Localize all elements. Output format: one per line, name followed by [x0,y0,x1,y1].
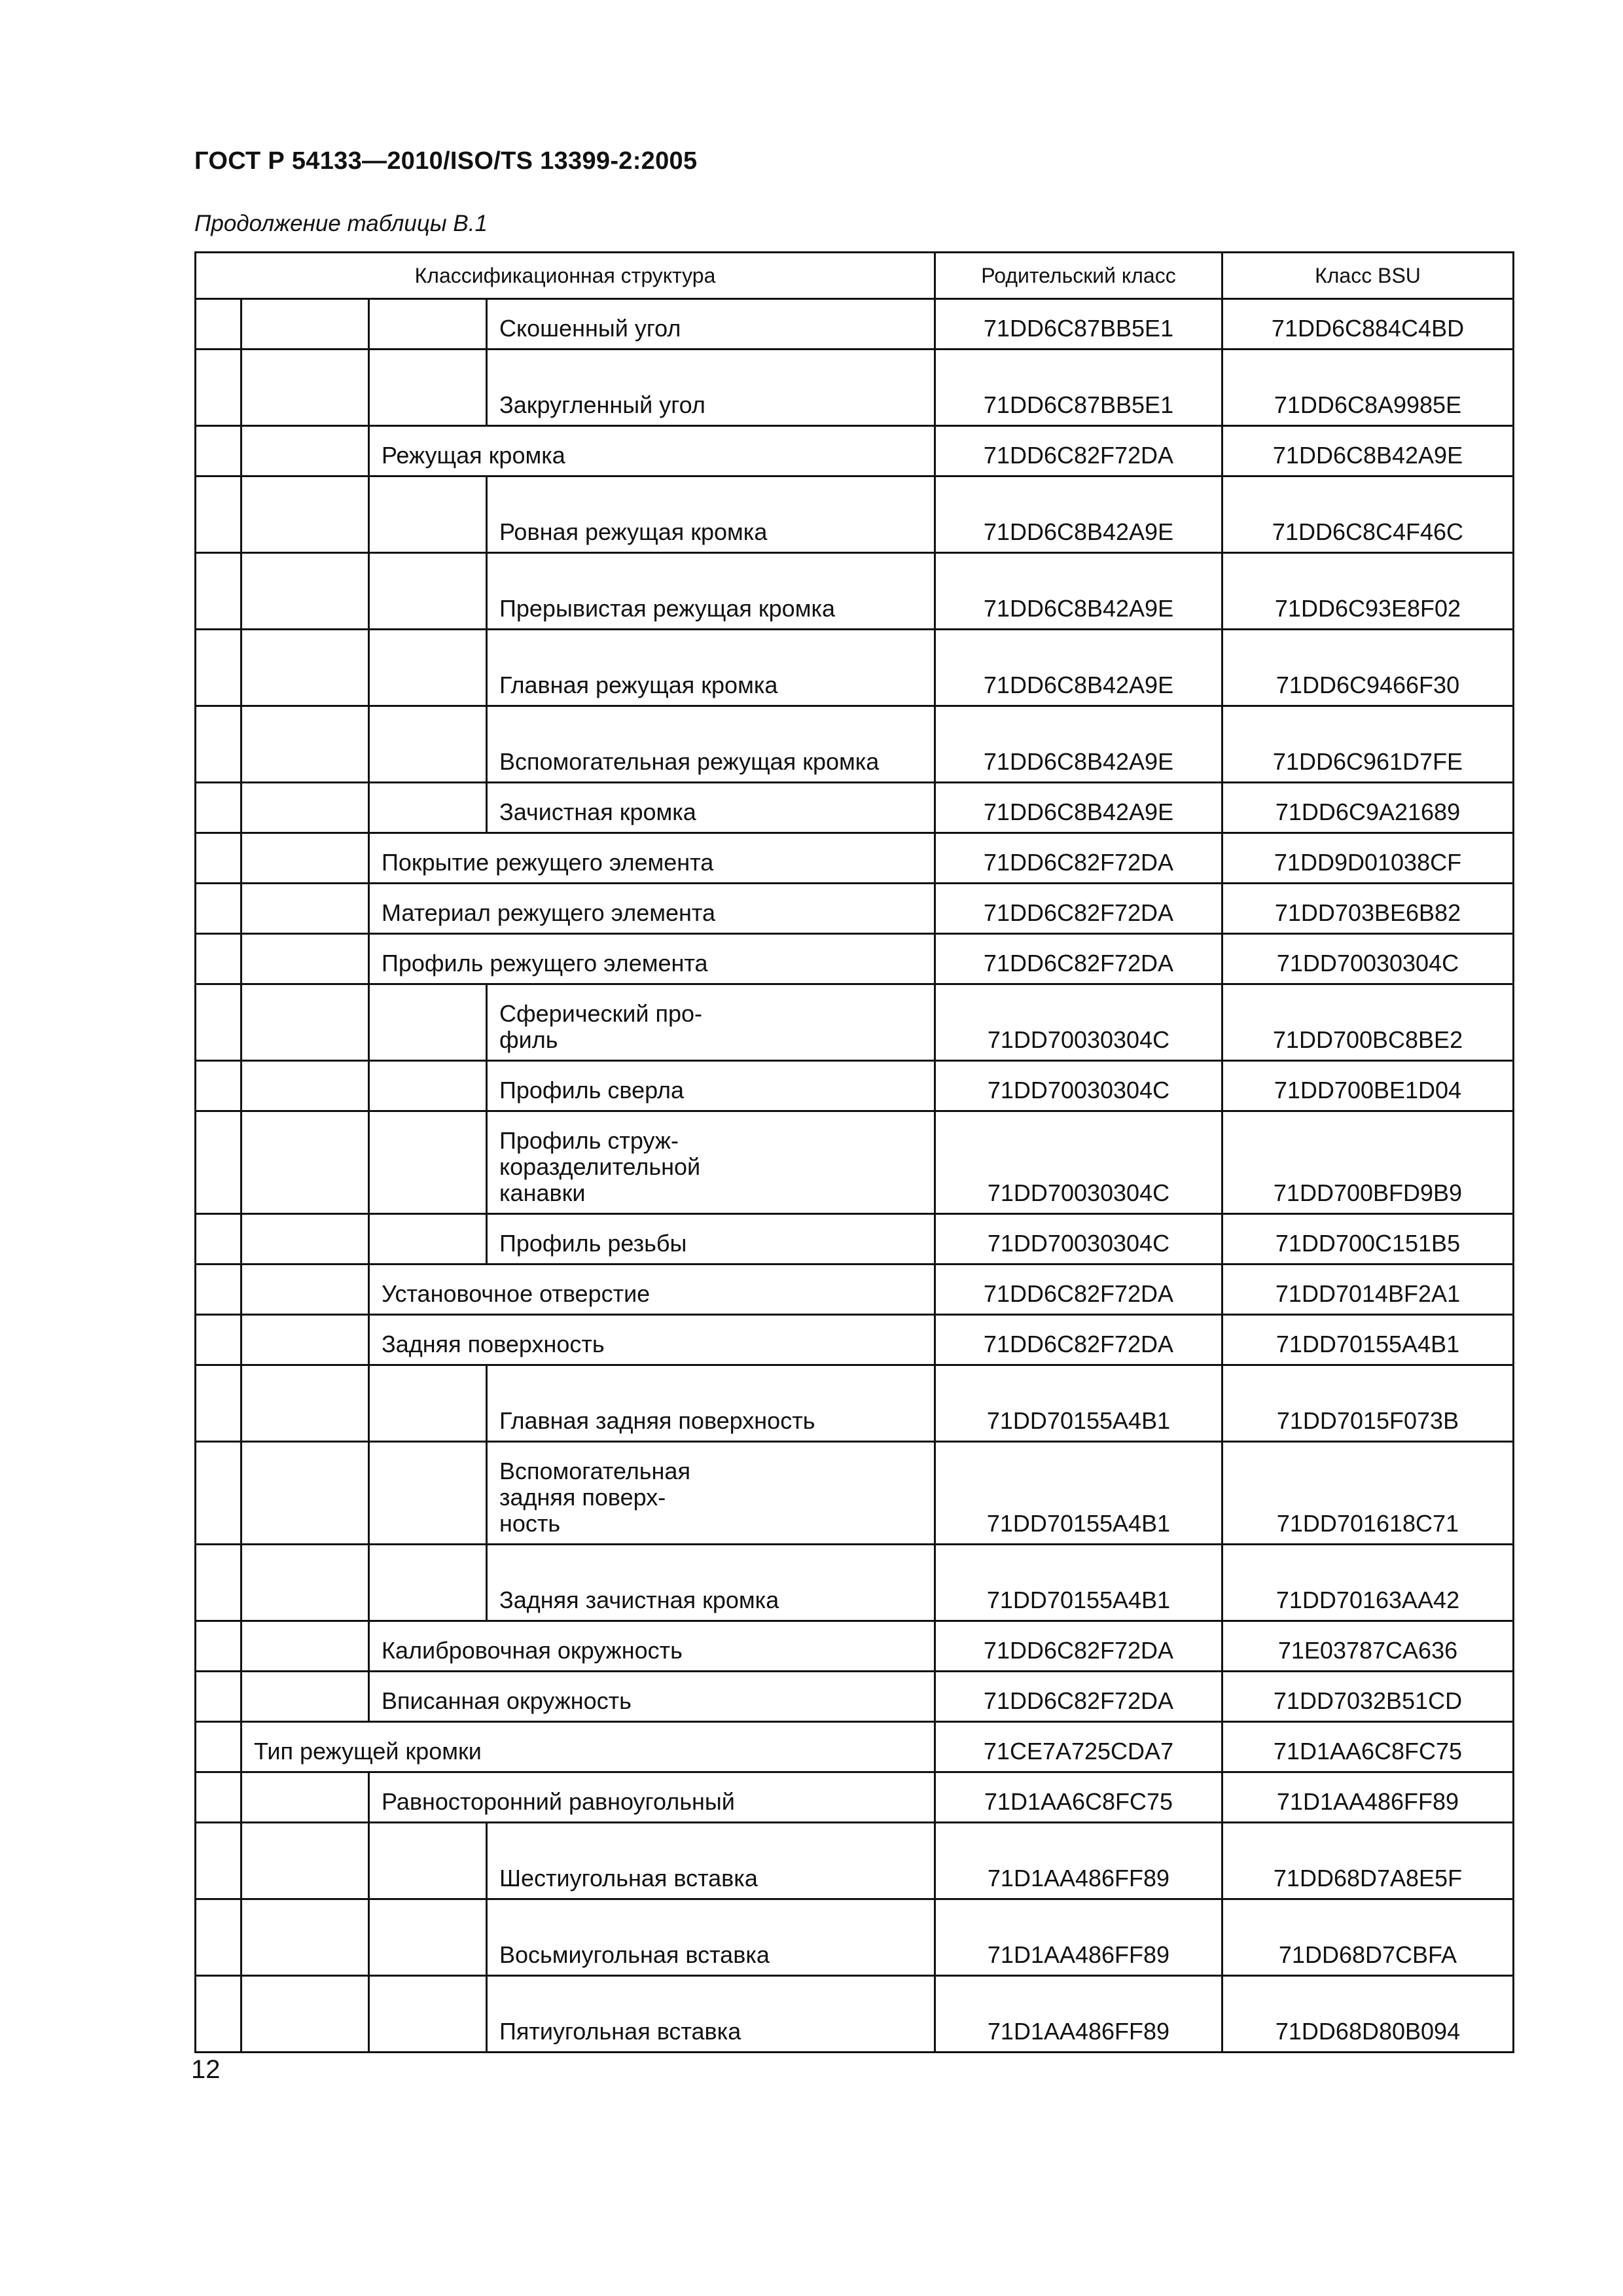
indent-cell [196,476,241,553]
indent-cell [369,1111,487,1214]
indent-cell [196,984,241,1061]
indent-cell [196,1061,241,1111]
indent-cell [196,1722,241,1772]
indent-cell [369,1823,487,1899]
parent-class-cell: 71DD6C8B42A9E [935,630,1222,706]
indent-cell [369,476,487,553]
table-row [196,426,1514,476]
class-name-cell: Покрытие режущего элемента [369,833,935,884]
class-name-cell: Сферический про- филь [487,984,935,1061]
parent-class-cell: 71DD6C82F72DA [935,934,1222,984]
class-name-cell: Калибровочная окружность [369,1621,935,1672]
class-name-cell: Задняя зачистная кромка [487,1545,935,1621]
indent-cell [241,630,369,706]
indent-cell [369,553,487,630]
indent-cell [196,1772,241,1823]
parent-class-cell: 71DD70155A4B1 [935,1442,1222,1545]
table-row [196,630,1514,706]
indent-cell [241,706,369,783]
parent-class-cell: 71D1AA486FF89 [935,1976,1222,2053]
indent-cell [241,1265,369,1315]
table-row [196,1672,1514,1722]
indent-cell [241,350,369,426]
indent-cell [241,1823,369,1899]
indent-cell [241,1621,369,1672]
parent-class-cell: 71DD6C82F72DA [935,884,1222,934]
class-name-cell: Вспомогательная задняя поверх- ность [487,1442,935,1545]
class-name-cell: Режущая кромка [369,426,935,476]
parent-class-cell: 71CE7A725CDA7 [935,1722,1222,1772]
indent-cell [196,426,241,476]
table-row [196,1545,1514,1621]
table-row [196,1111,1514,1214]
bsu-class-cell: 71DD6C8A9985E [1222,350,1514,426]
indent-cell [241,1365,369,1442]
table-row [196,1365,1514,1442]
bsu-class-cell: 71DD6C93E8F02 [1222,553,1514,630]
bsu-class-cell: 71DD700BE1D04 [1222,1061,1514,1111]
bsu-class-cell: 71E03787CA636 [1222,1621,1514,1672]
class-name-cell: Главная режущая кромка [487,630,935,706]
class-name-cell: Ровная режущая кромка [487,476,935,553]
table-row [196,553,1514,630]
class-name-cell: Профиль сверла [487,1061,935,1111]
parent-class-cell: 71DD6C82F72DA [935,426,1222,476]
indent-cell [196,706,241,783]
indent-cell [196,1672,241,1722]
parent-class-cell: 71DD6C87BB5E1 [935,299,1222,350]
table-row [196,1315,1514,1365]
classification-table [194,251,1514,2053]
indent-cell [196,1976,241,2053]
indent-cell [196,350,241,426]
indent-cell [196,1111,241,1214]
indent-cell [241,1772,369,1823]
table-row [196,1621,1514,1672]
indent-cell [196,1621,241,1672]
indent-cell [196,934,241,984]
indent-cell [196,1899,241,1976]
table-row [196,1976,1514,2053]
indent-cell [241,553,369,630]
table-row [196,783,1514,833]
indent-cell [196,299,241,350]
table-row [196,1214,1514,1265]
parent-class-cell: 71D1AA486FF89 [935,1823,1222,1899]
bsu-class-cell: 71DD6C9A21689 [1222,783,1514,833]
class-name-cell: Профиль струж- коразделительной канавки [487,1111,935,1214]
bsu-class-cell: 71DD6C8B42A9E [1222,426,1514,476]
indent-cell [196,1265,241,1315]
indent-cell [196,1823,241,1899]
parent-class-cell: 71DD6C8B42A9E [935,476,1222,553]
bsu-class-cell: 71DD6C961D7FE [1222,706,1514,783]
class-name-cell: Зачистная кромка [487,783,935,833]
indent-cell [369,1365,487,1442]
document-title: ГОСТ Р 54133—2010/ISO/TS 13399-2:2005 [194,147,698,175]
indent-cell [369,1545,487,1621]
parent-class-cell: 71DD70030304C [935,984,1222,1061]
parent-class-cell: 71DD70155A4B1 [935,1365,1222,1442]
indent-cell [369,783,487,833]
parent-class-cell: 71DD6C82F72DA [935,1672,1222,1722]
indent-cell [196,783,241,833]
indent-cell [196,1315,241,1365]
indent-cell [369,1061,487,1111]
table-row [196,1772,1514,1823]
table-row [196,706,1514,783]
parent-class-cell: 71DD6C87BB5E1 [935,350,1222,426]
class-name-cell: Вспомогательная режущая кромка [487,706,935,783]
table-row [196,833,1514,884]
page-number: 12 [191,2055,221,2084]
indent-cell [369,984,487,1061]
class-name-cell: Вписанная окружность [369,1672,935,1722]
table-header-row [196,253,1514,299]
indent-cell [241,1899,369,1976]
indent-cell [196,553,241,630]
table-row [196,476,1514,553]
bsu-class-cell: 71DD6C9466F30 [1222,630,1514,706]
parent-class-cell: 71DD6C8B42A9E [935,706,1222,783]
bsu-class-cell: 71DD7032B51CD [1222,1672,1514,1722]
class-name-cell: Прерывистая режущая кромка [487,553,935,630]
table-row [196,884,1514,934]
class-name-cell: Восьмиугольная вставка [487,1899,935,1976]
class-name-cell: Установочное отверстие [369,1265,935,1315]
parent-class-cell: 71DD70030304C [935,1214,1222,1265]
bsu-class-cell: 71DD68D7A8E5F [1222,1823,1514,1899]
indent-cell [241,934,369,984]
class-name-cell: Профиль резьбы [487,1214,935,1265]
indent-cell [369,706,487,783]
indent-cell [241,476,369,553]
parent-class-cell: 71DD6C82F72DA [935,1621,1222,1672]
class-name-cell: Закругленный угол [487,350,935,426]
parent-class-cell: 71DD70155A4B1 [935,1545,1222,1621]
indent-cell [241,299,369,350]
indent-cell [196,1442,241,1545]
indent-cell [196,884,241,934]
parent-class-cell: 71DD6C8B42A9E [935,783,1222,833]
table-row [196,934,1514,984]
indent-cell [196,1214,241,1265]
class-name-cell: Равносторонний равноугольный [369,1772,935,1823]
indent-cell [369,1442,487,1545]
bsu-class-cell: 71DD68D7CBFA [1222,1899,1514,1976]
bsu-class-cell: 71DD700C151B5 [1222,1214,1514,1265]
table-row [196,1823,1514,1899]
indent-cell [241,1214,369,1265]
indent-cell [196,630,241,706]
bsu-class-cell: 71DD70155A4B1 [1222,1315,1514,1365]
bsu-class-cell: 71DD700BFD9B9 [1222,1111,1514,1214]
table-row [196,1265,1514,1315]
bsu-class-cell: 71D1AA6C8FC75 [1222,1722,1514,1772]
parent-class-cell: 71D1AA6C8FC75 [935,1772,1222,1823]
indent-cell [241,783,369,833]
header-parent-class: Родительский класс [935,253,1222,299]
indent-cell [369,630,487,706]
bsu-class-cell: 71DD9D01038CF [1222,833,1514,884]
indent-cell [241,1315,369,1365]
parent-class-cell: 71DD70030304C [935,1111,1222,1214]
table-body [196,299,1514,2053]
bsu-class-cell: 71DD701618C71 [1222,1442,1514,1545]
indent-cell [241,1545,369,1621]
indent-cell [196,1365,241,1442]
indent-cell [196,833,241,884]
indent-cell [369,1899,487,1976]
table-row [196,1061,1514,1111]
table-row [196,1899,1514,1976]
indent-cell [241,1976,369,2053]
indent-cell [241,1061,369,1111]
bsu-class-cell: 71DD70030304C [1222,934,1514,984]
table-caption: Продолжение таблицы В.1 [194,211,488,236]
indent-cell [241,1672,369,1722]
table-row [196,299,1514,350]
indent-cell [241,1111,369,1214]
parent-class-cell: 71DD6C82F72DA [935,1265,1222,1315]
class-name-cell: Тип режущей кромки [241,1722,935,1772]
parent-class-cell: 71DD6C82F72DA [935,833,1222,884]
table-row [196,984,1514,1061]
table-row [196,1442,1514,1545]
header-bsu-class: Класс BSU [1222,253,1514,299]
class-name-cell: Профиль режущего элемента [369,934,935,984]
bsu-class-cell: 71DD7015F073B [1222,1365,1514,1442]
bsu-class-cell: 71DD700BC8BE2 [1222,984,1514,1061]
bsu-class-cell: 71DD68D80B094 [1222,1976,1514,2053]
bsu-class-cell: 71DD7014BF2A1 [1222,1265,1514,1315]
class-name-cell: Материал режущего элемента [369,884,935,934]
indent-cell [369,1214,487,1265]
class-name-cell: Главная задняя поверхность [487,1365,935,1442]
parent-class-cell: 71DD6C82F72DA [935,1315,1222,1365]
bsu-class-cell: 71DD6C884C4BD [1222,299,1514,350]
bsu-class-cell: 71D1AA486FF89 [1222,1772,1514,1823]
indent-cell [369,1976,487,2053]
table-row [196,1722,1514,1772]
indent-cell [241,884,369,934]
header-classification: Классификационная структура [196,253,935,299]
indent-cell [241,426,369,476]
indent-cell [369,350,487,426]
class-name-cell: Скошенный угол [487,299,935,350]
table-row [196,350,1514,426]
class-name-cell: Задняя поверхность [369,1315,935,1365]
indent-cell [241,1442,369,1545]
bsu-class-cell: 71DD703BE6B82 [1222,884,1514,934]
class-name-cell: Пятиугольная вставка [487,1976,935,2053]
indent-cell [369,299,487,350]
class-name-cell: Шестиугольная вставка [487,1823,935,1899]
indent-cell [241,984,369,1061]
parent-class-cell: 71DD70030304C [935,1061,1222,1111]
parent-class-cell: 71D1AA486FF89 [935,1899,1222,1976]
bsu-class-cell: 71DD70163AA42 [1222,1545,1514,1621]
bsu-class-cell: 71DD6C8C4F46C [1222,476,1514,553]
parent-class-cell: 71DD6C8B42A9E [935,553,1222,630]
indent-cell [241,833,369,884]
indent-cell [196,1545,241,1621]
